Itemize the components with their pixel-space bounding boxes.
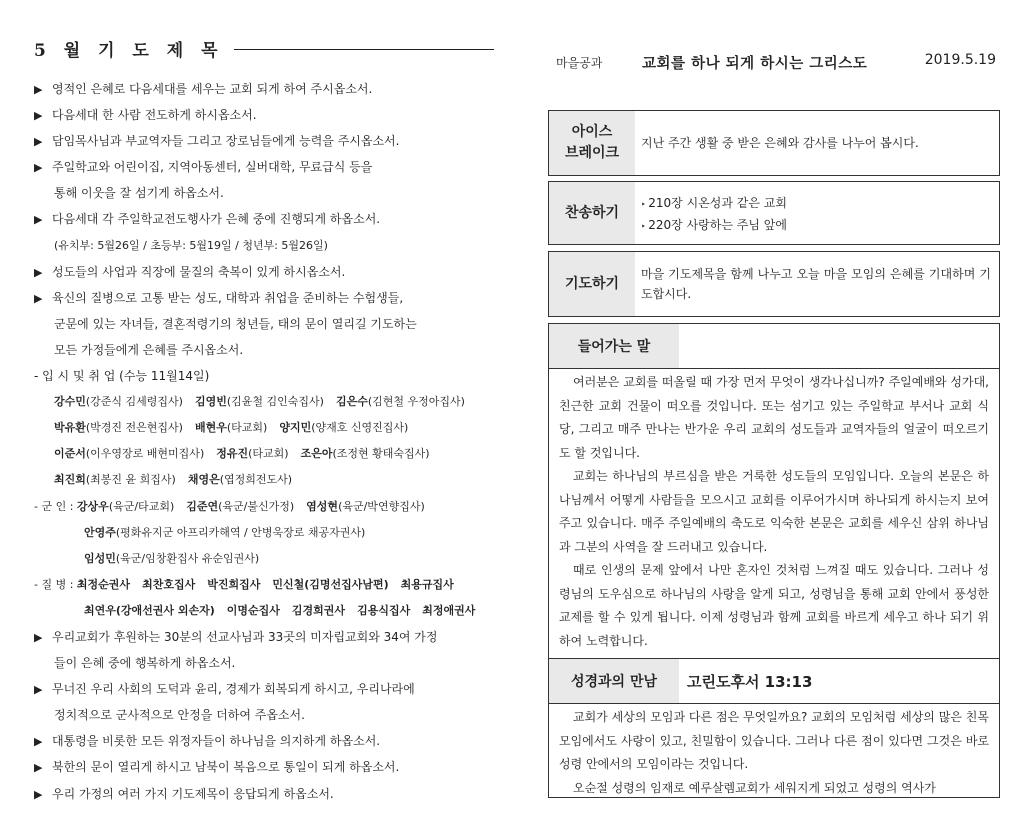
hymn-list xyxy=(641,193,991,237)
prayer-item: ▶ 주일학교와 어린이집, 지역아동센터, 실버대학, 무료급식 등을 xyxy=(34,154,494,180)
hymn-item: ‣ 210장 시온성과 같은 교회 xyxy=(641,196,787,210)
illness-label: - 질 병 : xyxy=(34,577,77,591)
triangle-bullet-icon: ▶ xyxy=(34,761,43,775)
prayer-box xyxy=(548,251,1000,317)
prayer-item: ▶ 우리교회가 후원하는 30분의 선교사님과 33곳의 미자립교회와 34여 가정 xyxy=(34,624,494,650)
hymn-label: 찬송하기 xyxy=(549,182,635,244)
triangle-bullet-icon: ▶ xyxy=(34,135,43,149)
exam-names-row: 최진희(최봉진 윤 희집사) 채영은(엽정희전도사) xyxy=(54,473,293,487)
military-row: 임성민(육군/임창환집사 유순임권사) xyxy=(84,551,260,565)
intro-header xyxy=(549,324,999,369)
triangle-bullet-icon: ▶ xyxy=(34,291,43,305)
prayer-topics-title: 5 월 기 도 제 목 xyxy=(34,40,224,61)
title-rule xyxy=(234,49,494,50)
icebreak-text: 지난 주간 생활 중 받은 은혜와 감사를 나누어 봅시다. xyxy=(641,136,919,150)
lesson-title: 교회를 하나 되게 하시는 그리스도 xyxy=(642,56,868,72)
bible-label: 성경과의 만남 xyxy=(549,659,679,703)
triangle-bullet-icon: ▶ xyxy=(34,630,43,644)
hymn-item: ‣ 220장 사랑하는 주님 앞에 xyxy=(641,218,787,232)
prayer-item-continued: 정치적으로 군사적으로 안정을 더하여 주옵소서. xyxy=(54,708,305,723)
prayer-item: ▶ 북한의 문이 열리게 하시고 남북이 복음으로 통일이 되게 하옵소서. xyxy=(34,754,494,780)
military-row: 안영주(평화유지군 아프리카해역 / 안병욱장로 채공자권사) xyxy=(84,525,366,539)
intro-section xyxy=(548,323,1000,659)
prayer-item: ▶ 대통령을 비롯한 모든 위정자들이 하나님을 의지하게 하옵소서. xyxy=(34,728,494,754)
triangle-bullet-icon: ▶ xyxy=(34,683,43,697)
intro-label: 들어가는 말 xyxy=(549,324,679,368)
prayer-text: 마을 기도제목을 함께 나누고 오늘 마을 모임의 은혜를 기대하며 기도합시다. xyxy=(641,267,991,301)
exam-names-row: 이준서(이우영장로 배현미집사) 정유진(타교회) 조은아(조정현 황태숙집사) xyxy=(54,447,430,461)
prayer-topics-column xyxy=(34,36,494,807)
lesson-date: 2019.5.19 xyxy=(924,52,996,68)
prayer-item-continued: 군문에 있는 자녀들, 결혼적령기의 청년들, 태의 문이 열리길 기도하는 xyxy=(54,316,417,331)
prayer-item-continued: 들이 은혜 중에 행복하게 하옵소서. xyxy=(54,656,236,671)
triangle-bullet-icon: ▶ xyxy=(34,83,43,96)
prayer-item-continued: 모든 가정들에게 은혜를 주시옵소서. xyxy=(54,342,244,357)
prayer-item: ▶ 담임목사님과 부교역자들 그리고 장로님들에게 능력을 주시옵소서. xyxy=(34,128,494,154)
exam-names-row: 강수민(강준식 김세령집사) 김영빈(김윤철 김인숙집사) 김은수(김현철 우정아집사) xyxy=(54,395,465,409)
triangle-bullet-icon: ▶ xyxy=(34,787,43,801)
bible-body: 교회가 세상의 모임과 다른 점은 무엇일까요? 교회의 모임처럼 세상의 많은 친목 모임에서도 사랑이 있고, 친밀함이 있습니다. 그러나 다른 점이 있다면 그것은 바로 성령 안에서의 모임이라는 것입니다. 오순절 성령의 임재로 예루살렘교회가 세워지게 되었고 성령의 역사가 xyxy=(559,710,989,795)
triangle-bullet-icon: ▶ xyxy=(34,265,43,279)
prayer-item: ▶ 우리 가정의 여러 가지 기도제목이 응답되게 하옵소서. xyxy=(34,781,494,807)
icebreak-label: 아이스 브레이크 xyxy=(549,111,635,175)
bible-header xyxy=(549,659,999,704)
military-row: - 군 인 : 강상우(육군/타교회) 김준연(육군/불신가정) 염성현(육군/박연향집사) xyxy=(34,499,425,513)
exam-label: - 입 시 및 취 업 (수능 11월14일) xyxy=(34,369,210,384)
prayer-item: ▶ 다음세대 각 주일학교전도행사가 은혜 중에 진행되게 하옵소서. xyxy=(34,206,494,232)
prayer-item-continued: (유치부: 5월26일 / 초등부: 5월19일 / 청년부: 5월26일) xyxy=(54,238,328,252)
prayer-topics-header xyxy=(34,36,494,60)
bible-reference: 고린도후서 13:13 xyxy=(687,673,813,691)
triangle-bullet-icon: ▶ xyxy=(34,213,43,227)
bible-section xyxy=(548,658,1000,798)
illness-row: - 질 병 : 최정순권사 최찬호집사 박진희집사 민신철(김명선집사남편) 최용규집사 xyxy=(34,577,454,591)
hymn-box xyxy=(548,181,1000,245)
prayer-label: 기도하기 xyxy=(549,252,635,316)
triangle-bullet-icon: ▶ xyxy=(34,161,43,175)
triangle-bullet-icon: ▶ xyxy=(34,735,43,749)
prayer-item-continued: 통해 이웃을 잘 섬기게 하옵소서. xyxy=(54,186,224,201)
military-label: - 군 인 : xyxy=(34,499,77,513)
illness-row: 최연우(강애선권사 외손자) 이명순집사 김경희권사 김용식집사 최정애권사 xyxy=(84,603,476,617)
intro-body: 여러분은 교회를 떠올릴 때 가장 먼저 무엇이 생각나십니까? 주일예배와 성가대, 친근한 교회 건물이 떠오를 것입니다. 또는 섬기고 있는 주일학교 부서나 교회 식당, 그리고 매주 만나는 반가운 우리 교회의 성도들과 교역자들의 얼굴이 떠오르기도 할 것입니다. 교회는 하나님의 부르심을 받은 거룩한 성도들의 모임입니다. 오늘의 본문은 하나님께서 어떻게 사람들을 모으시고 교회를 이루어가시며 하나되게 하시는지 보여주고 있습니다. 매주 주일예배의 축도로 익숙한 본문은 교회를 세우신 삼위 하나님과 그분의 사역을 잘 드러내고 있습니다. 때로 인생의 문제 앞에서 나만 혼자인 것처럼 느껴질 때도 있습니다. 그러나 성령님의 도우심으로 하나님의 사랑을 알게 되고, 성령님을 통해 교회 안에서 풍성한 교제를 할 수 있게 됩니다. 이제 성령님과 함께 교회를 바르게 세우고 하나 되기 위하여 노력합니다. xyxy=(559,375,989,648)
prayer-item: ▶ 육신의 질병으로 고통 받는 성도, 대학과 취업을 준비하는 수험생들, xyxy=(34,285,494,311)
icebreak-box xyxy=(548,110,1000,176)
lesson-header xyxy=(556,50,996,74)
lesson-category: 마을공과 xyxy=(556,56,603,70)
triangle-bullet-icon: ▶ xyxy=(34,109,43,123)
prayer-item: ▶ 성도들의 사업과 직장에 물질의 축복이 있게 하시옵소서. xyxy=(34,259,494,285)
prayer-item: ▶ 영적인 은혜로 다음세대를 세우는 교회 되게 하여 주시옵소서. xyxy=(34,76,494,102)
prayer-item: ▶ 무너진 우리 사회의 도덕과 윤리, 경제가 회복되게 하시고, 우리나라에 xyxy=(34,676,494,702)
exam-names-row: 박유환(박경진 전은현집사) 배현우(타교회) 양지민(양재호 신영진집사) xyxy=(54,421,409,435)
prayer-item: ▶ 다음세대 한 사람 전도하게 하시옵소서. xyxy=(34,102,494,128)
